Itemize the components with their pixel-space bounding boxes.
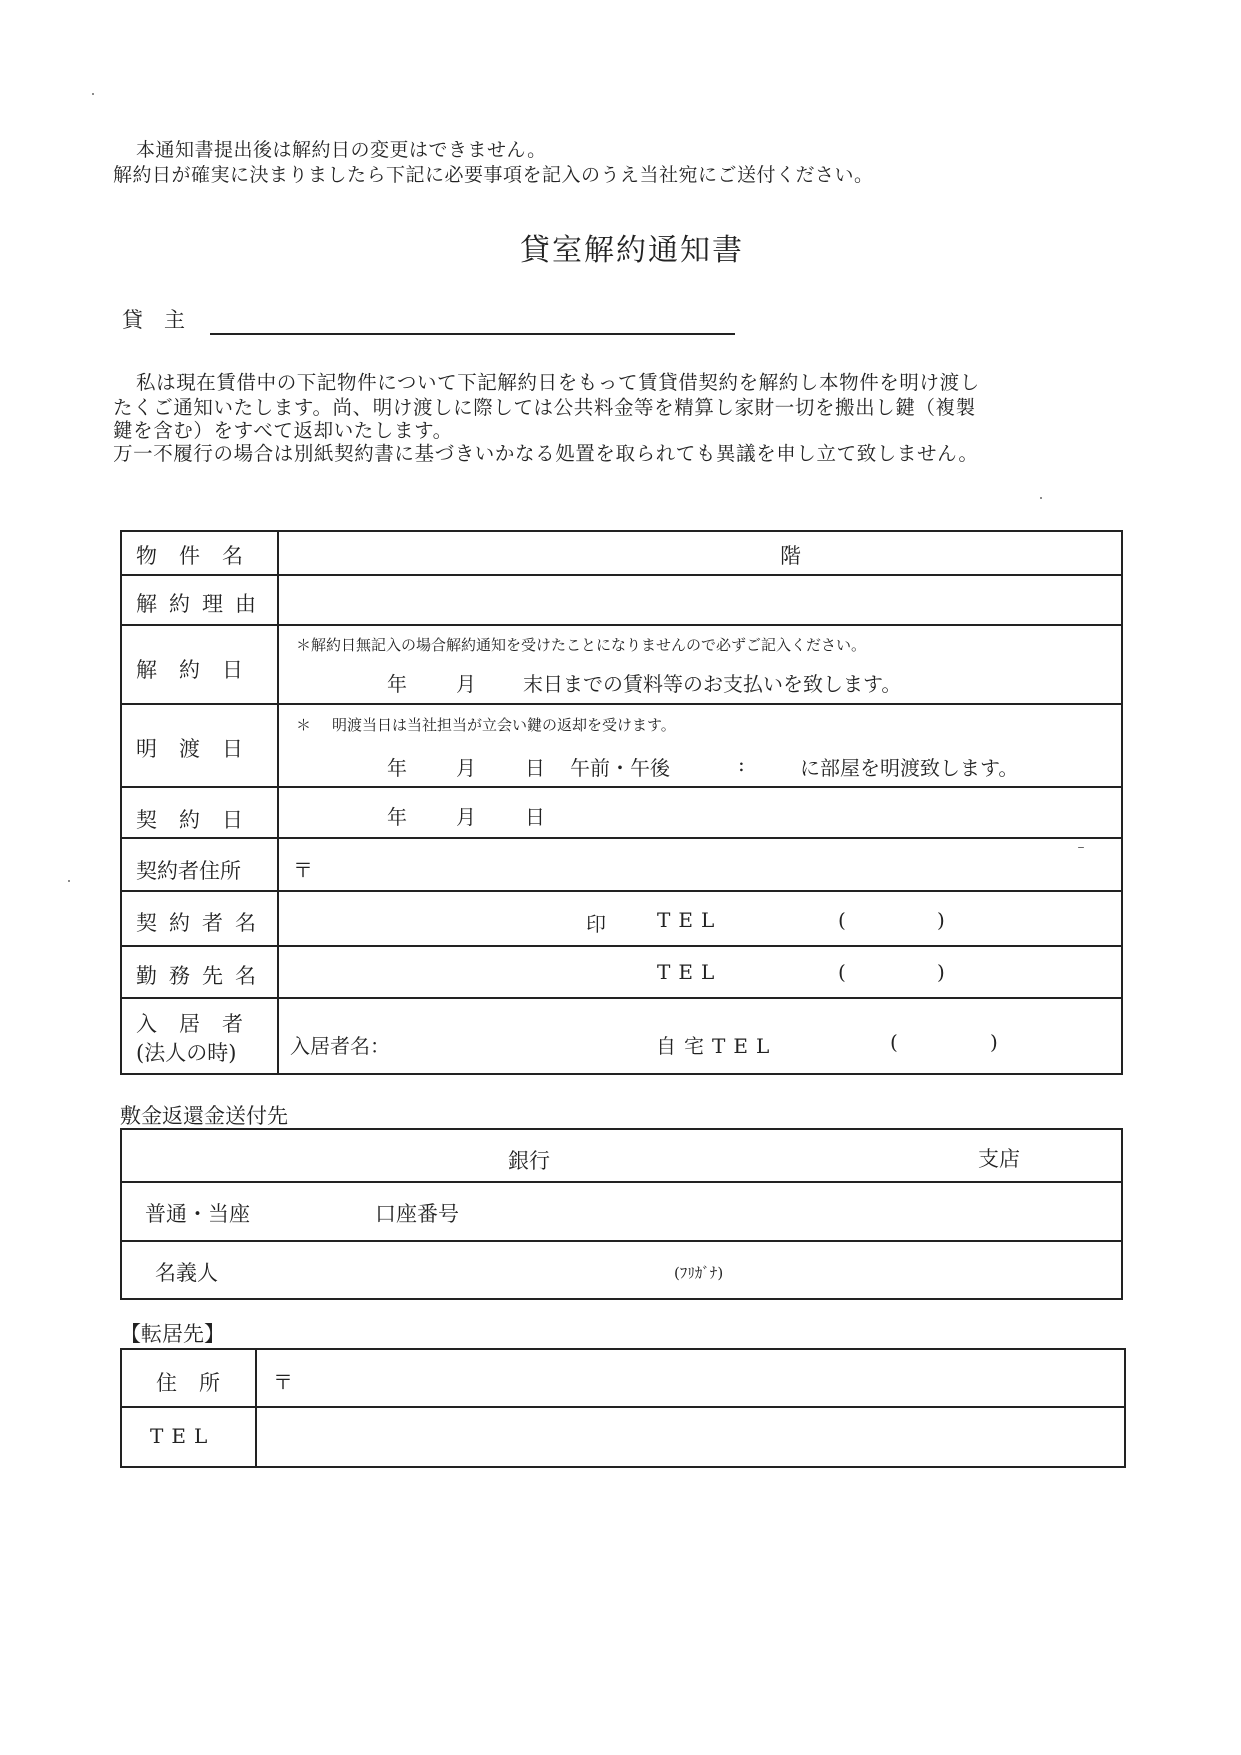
new-address-field[interactable] bbox=[300, 1352, 1120, 1404]
branch-label: 支店 bbox=[978, 1147, 1020, 1171]
deposit-table bbox=[120, 1128, 1123, 1300]
row-divider bbox=[120, 624, 1123, 626]
cancel-date-note: ＊解約日無記入の場合解約通知を受けたことになりませんので必ずご記入ください。 bbox=[296, 636, 867, 654]
handover-time-colon: : bbox=[738, 752, 745, 776]
furigana-label: (ﾌﾘｶﾞﾅ) bbox=[674, 1264, 724, 1282]
handover-note: 明渡当日は当社担当が立会い鍵の返却を受けます。 bbox=[332, 716, 676, 734]
scan-speck bbox=[92, 93, 94, 95]
seal-mark: 印 bbox=[586, 912, 606, 936]
row-divider bbox=[120, 1181, 1123, 1183]
account-number-label: 口座番号 bbox=[375, 1202, 459, 1226]
landlord-input-line[interactable] bbox=[210, 333, 735, 335]
row-divider bbox=[120, 786, 1123, 788]
statement-line-3: 鍵を含む）をすべて返却いたします。 bbox=[113, 419, 453, 442]
row-divider bbox=[120, 997, 1123, 999]
cancel-month-label: 月 bbox=[456, 672, 476, 696]
row-divider bbox=[120, 1240, 1123, 1242]
row-divider bbox=[120, 1406, 1126, 1408]
contract-date-label: 契約日 bbox=[136, 808, 265, 832]
new-postal-mark: 〒 bbox=[273, 1370, 293, 1394]
handover-day-label: 日 bbox=[525, 756, 545, 780]
handover-note-mark: ＊ bbox=[296, 716, 312, 734]
tel-paren-close: ) bbox=[937, 960, 945, 984]
floor-label: 階 bbox=[780, 544, 801, 568]
landlord-label: 貸 主 bbox=[122, 308, 185, 332]
contractor-tel-label: TEL bbox=[657, 908, 723, 932]
tel-paren-open: ( bbox=[838, 908, 846, 932]
handover-text: に部屋を明渡致します。 bbox=[800, 756, 1019, 780]
contract-day-label: 日 bbox=[525, 805, 545, 829]
statement-line-2: たくご通知いたします。尚、明け渡しに際しては公共料金等を精算し家財一切を搬出し鍵（複製 bbox=[113, 396, 976, 419]
occupant-corporate-label: (法人の時) bbox=[136, 1041, 237, 1065]
new-address-column-divider bbox=[255, 1348, 257, 1468]
deposit-heading: 敷金返還金送付先 bbox=[120, 1104, 288, 1128]
account-holder-label: 名義人 bbox=[155, 1261, 218, 1285]
tel-paren-close: ) bbox=[990, 1030, 998, 1054]
new-address-heading: 【転居先】 bbox=[120, 1322, 225, 1346]
contract-year-label: 年 bbox=[387, 805, 407, 829]
cancel-payment-text: 末日までの賃料等のお支払いを致します。 bbox=[523, 672, 902, 696]
main-table-column-divider bbox=[277, 530, 279, 1075]
home-tel-label: 自宅TEL bbox=[656, 1034, 778, 1058]
statement-line-1: 私は現在賃借中の下記物件について下記解約日をもって賃貸借契約を解約し本物件を明け渡し bbox=[136, 371, 980, 394]
property-name-label: 物件名 bbox=[136, 544, 265, 568]
notice-line-1: 本通知書提出後は解約日の変更はできません。 bbox=[136, 139, 547, 161]
statement-line-4: 万一不履行の場合は別紙契約書に基づきいかなる処置を取られても異議を申し立て致しません。 bbox=[113, 442, 979, 465]
occupant-name-label: 入居者名： bbox=[290, 1034, 390, 1058]
bank-label: 銀行 bbox=[508, 1149, 550, 1173]
cancel-date-label: 解約日 bbox=[136, 658, 265, 682]
cancel-reason-label: 解約理由 bbox=[136, 592, 268, 616]
property-name-field[interactable] bbox=[280, 533, 1120, 573]
row-divider bbox=[120, 890, 1123, 892]
handover-year-label: 年 bbox=[387, 756, 407, 780]
handover-ampm[interactable]: 午前・午後 bbox=[570, 756, 670, 780]
contract-month-label: 月 bbox=[456, 805, 476, 829]
account-type[interactable]: 普通・当座 bbox=[145, 1202, 250, 1226]
notice-line-2: 解約日が確実に決まりましたら下記に必要事項を記入のうえ当社宛にご送付ください。 bbox=[113, 164, 874, 186]
tel-paren-open: ( bbox=[890, 1030, 898, 1054]
handover-date-label: 明渡日 bbox=[136, 737, 265, 761]
employer-tel-label: TEL bbox=[657, 960, 723, 984]
row-divider bbox=[120, 837, 1123, 839]
row-divider bbox=[120, 703, 1123, 705]
tel-paren-close: ) bbox=[937, 908, 945, 932]
tel-paren-open: ( bbox=[838, 960, 846, 984]
contractor-address-label: 契約者住所 bbox=[136, 859, 241, 883]
document-title: 貸室解約通知書 bbox=[520, 233, 744, 268]
scan-speck bbox=[1040, 497, 1042, 499]
row-divider bbox=[120, 574, 1123, 576]
handover-month-label: 月 bbox=[456, 756, 476, 780]
row-divider bbox=[120, 945, 1123, 947]
scan-speck bbox=[68, 880, 70, 882]
new-tel-label: TEL bbox=[150, 1424, 216, 1448]
new-tel-field[interactable] bbox=[258, 1409, 1120, 1465]
employer-name-label: 勤務先名 bbox=[136, 964, 268, 988]
cancel-reason-field[interactable] bbox=[280, 577, 1120, 623]
new-address-label: 住所 bbox=[156, 1371, 242, 1395]
contractor-name-label: 契約者名 bbox=[136, 911, 268, 935]
contractor-address-field[interactable] bbox=[320, 840, 1120, 888]
occupant-label: 入居者 bbox=[136, 1012, 265, 1036]
cancel-year-label: 年 bbox=[387, 672, 407, 696]
postal-mark: 〒 bbox=[293, 858, 313, 882]
